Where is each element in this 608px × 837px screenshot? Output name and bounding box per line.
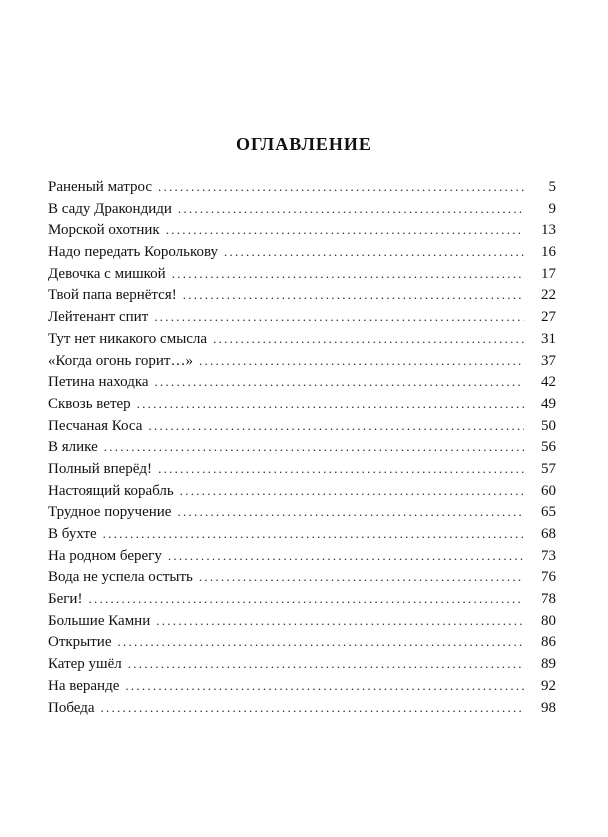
toc-entry <box>48 328 556 350</box>
toc-entry-page: 9 <box>548 200 556 217</box>
toc-entry <box>48 241 556 263</box>
toc-entry <box>48 350 556 372</box>
toc-entry-page: 42 <box>541 374 556 391</box>
toc-entry-title: В бухте <box>48 526 97 542</box>
toc-entry <box>48 306 556 328</box>
toc-entry-title: Песчаная Коса <box>48 417 143 434</box>
toc-entry <box>48 371 556 393</box>
toc-entry-title: Надо передать Королькову <box>48 244 219 261</box>
toc-entry-page: 56 <box>541 439 556 456</box>
dot-leader <box>104 436 524 458</box>
toc-entry <box>48 219 556 241</box>
dot-leader <box>137 393 524 415</box>
toc-entry-title: Беги! <box>48 591 83 608</box>
dot-leader <box>128 653 524 675</box>
dot-leader <box>199 350 524 372</box>
dot-leader <box>178 198 524 220</box>
dot-leader <box>155 371 524 393</box>
toc-entry <box>48 610 556 632</box>
toc-entry-page: 60 <box>541 482 556 499</box>
toc-entry-page: 73 <box>541 547 556 564</box>
toc-entry <box>48 393 556 415</box>
toc-entry-page: 50 <box>541 417 556 434</box>
toc-entry-page: 86 <box>541 634 556 651</box>
page-title: ОГЛАВЛЕНИЕ <box>236 134 372 154</box>
dot-leader <box>156 610 524 632</box>
dot-leader <box>213 328 524 350</box>
toc-entry-page: 76 <box>541 569 556 586</box>
toc-entry-title: Катер ушёл <box>48 656 122 673</box>
dot-leader <box>166 219 524 241</box>
toc-entry-title: Открытие <box>48 634 112 651</box>
toc-entry-title: Вода не успела остыть <box>48 569 193 586</box>
dot-leader <box>158 176 524 198</box>
toc-entry-title: Полный вперёд! <box>48 460 153 477</box>
toc-entry-page: 68 <box>541 526 556 542</box>
dot-leader <box>172 263 524 285</box>
toc-entry-title: Сквозь ветер <box>48 395 131 412</box>
toc-entry-page: 17 <box>541 265 556 282</box>
toc-entry <box>48 480 556 502</box>
toc-entry <box>48 675 556 697</box>
dot-leader <box>148 415 524 437</box>
toc-entry-title: Большие Камни <box>48 612 151 629</box>
dot-leader <box>177 501 524 523</box>
toc-entry <box>48 588 556 610</box>
toc-entry-title: Петина находка <box>48 374 149 391</box>
toc-entry-page: 16 <box>541 244 556 261</box>
toc-entry <box>48 566 556 588</box>
dot-leader <box>125 675 524 697</box>
dot-leader <box>168 545 524 567</box>
dot-leader <box>183 284 524 306</box>
toc-entry <box>48 415 556 437</box>
toc-entry-page: 65 <box>541 504 556 521</box>
toc-entry-page: 37 <box>541 352 556 369</box>
toc-entry <box>48 631 556 653</box>
toc-entry-title: Раненый матрос <box>48 179 152 195</box>
toc-entry <box>48 458 556 480</box>
toc-entry-page: 98 <box>541 699 556 716</box>
toc-entry-title: На веранде <box>48 677 120 694</box>
toc-entry <box>48 436 556 458</box>
toc-entry-page: 78 <box>541 591 556 608</box>
toc-entry-page: 13 <box>541 222 556 239</box>
dot-leader <box>118 631 525 653</box>
toc-entry <box>48 545 556 567</box>
toc-entry-page: 49 <box>541 395 556 412</box>
toc-entry <box>48 284 556 306</box>
table-of-contents <box>48 176 556 718</box>
toc-entry <box>48 697 556 719</box>
toc-entry-page: 89 <box>541 656 556 673</box>
toc-entry-title: Победа <box>48 699 95 716</box>
toc-entry-title: Тут нет никакого смысла <box>48 330 208 347</box>
toc-entry-title: Трудное поручение <box>48 504 172 521</box>
toc-entry-title: Настоящий корабль <box>48 482 174 499</box>
dot-leader <box>103 523 524 545</box>
toc-entry-page: 27 <box>541 309 556 326</box>
dot-leader <box>224 241 524 263</box>
toc-entry-page: 31 <box>541 330 556 347</box>
toc-entry <box>48 653 556 675</box>
dot-leader <box>101 697 524 719</box>
toc-entry-title: «Когда огонь горит…» <box>48 352 193 369</box>
toc-entry-title: На родном берегу <box>48 547 162 564</box>
toc-entry <box>48 198 556 220</box>
toc-entry-title: В саду Дракондиди <box>48 200 172 217</box>
toc-entry-title: Лейтенант спит <box>48 309 149 326</box>
toc-entry-title: В ялике <box>48 439 98 456</box>
toc-entry <box>48 501 556 523</box>
dot-leader <box>199 566 524 588</box>
toc-entry <box>48 263 556 285</box>
dot-leader <box>158 458 524 480</box>
toc-entry-title: Твой папа вернётся! <box>48 287 177 304</box>
toc-entry <box>48 176 556 198</box>
toc-entry-title: Морской охотник <box>48 222 160 239</box>
toc-entry-page: 57 <box>541 460 556 477</box>
dot-leader <box>180 480 524 502</box>
toc-entry-page: 22 <box>541 287 556 304</box>
toc-entry-page: 80 <box>541 612 556 629</box>
toc-entry-page: 5 <box>548 179 556 195</box>
toc-entry <box>48 523 556 545</box>
dot-leader <box>154 306 524 328</box>
toc-entry-title: Девочка с мишкой <box>48 265 166 282</box>
toc-entry-page: 92 <box>541 677 556 694</box>
dot-leader <box>88 588 524 610</box>
